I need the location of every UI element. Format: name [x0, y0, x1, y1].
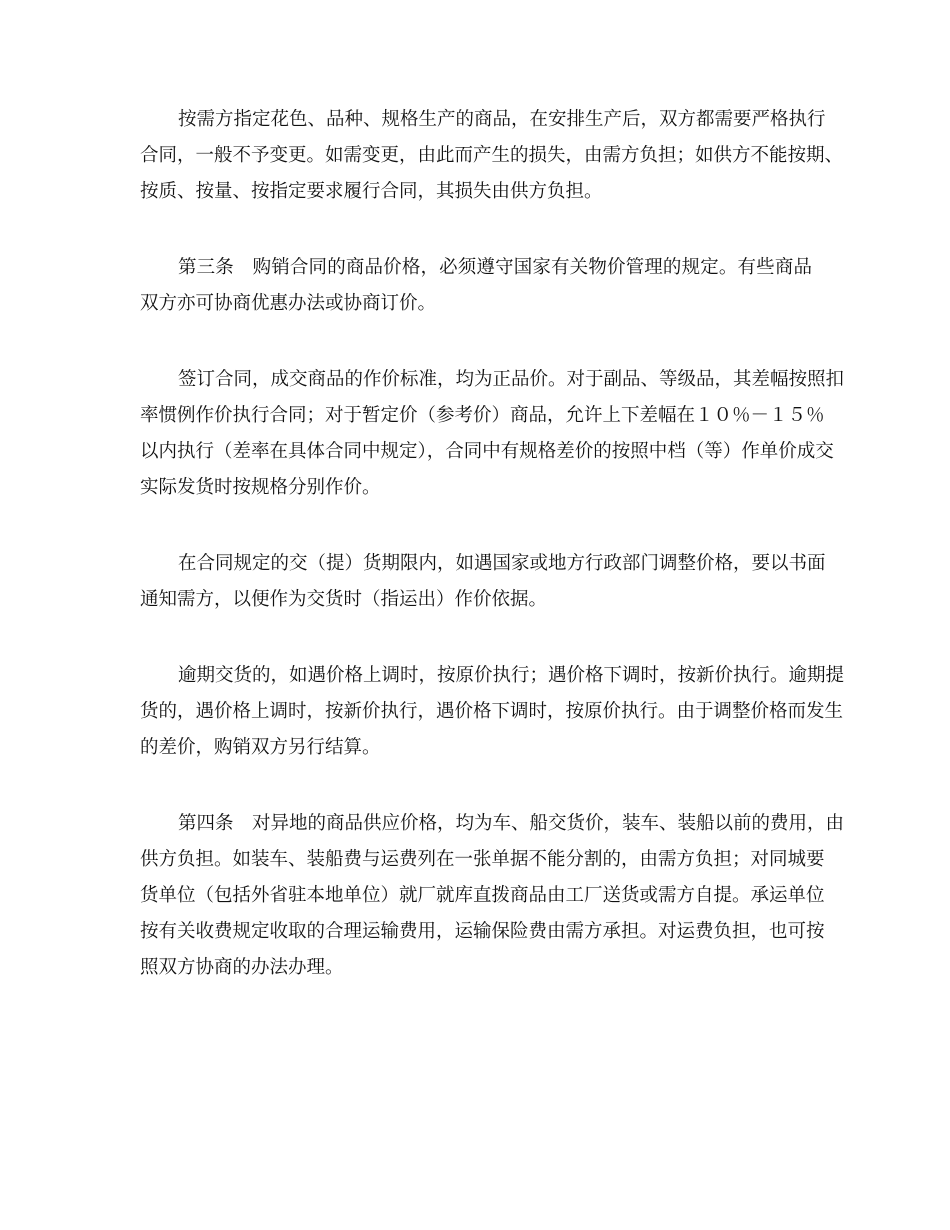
paragraph: [140, 362, 845, 506]
paragraph: [140, 250, 812, 322]
text-line: 按需方指定花色、品种、规格生产的商品，在安排生产后，双方都需要严格执行: [178, 109, 826, 130]
text-line: 双方亦可协商优惠办法或协商订价。: [140, 293, 437, 314]
text-line: 合同，一般不予变更。如需变更，由此而产生的损失，由需方负担；如供方不能按期、: [140, 145, 844, 166]
text-line: 货单位（包括外省驻本地单位）就厂就库直拨商品由工厂送货或需方自提。承运单位: [140, 885, 825, 906]
text-line: 在合同规定的交（提）货期限内，如遇国家或地方行政部门调整价格，要以书面: [178, 553, 826, 574]
text-line: 供方负担。如装车、装船费与运费列在一张单据不能分割的，由需方负担；对同城要: [140, 849, 825, 870]
text-line: 逾期交货的，如遇价格上调时，按原价执行；遇价格下调时，按新价执行。逾期提: [178, 665, 845, 686]
text-line: 按有关收费规定收取的合理运输费用，运输保险费由需方承担。对运费负担，也可按: [140, 921, 825, 942]
text-line: 按质、按量、按指定要求履行合同，其损失由供方负担。: [140, 181, 603, 202]
text-line: 第三条 购销合同的商品价格，必须遵守国家有关物价管理的规定。有些商品: [178, 257, 812, 278]
paragraph: [140, 658, 845, 766]
text-line: 率惯例作价执行合同；对于暂定价（参考价）商品，允许上下差幅在１０％－１５％: [140, 405, 825, 426]
text-line: 第四条 对异地的商品供应价格，均为车、船交货价，装车、装船以前的费用，由: [178, 813, 845, 834]
text-line: 实际发货时按规格分别作价。: [140, 477, 381, 498]
paragraph: [140, 102, 844, 210]
text-line: 签订合同，成交商品的作价标准，均为正品价。对于副品、等级品，其差幅按照扣: [178, 369, 845, 390]
text-line: 货的，遇价格上调时，按新价执行，遇价格下调时，按原价执行。由于调整价格而发生: [140, 701, 844, 722]
text-line: 的差价，购销双方另行结算。: [140, 737, 381, 758]
text-line: 照双方协商的办法办理。: [140, 957, 344, 978]
text-line: 通知需方，以便作为交货时（指运出）作价依据。: [140, 589, 548, 610]
paragraph: [140, 806, 845, 986]
document-page: [140, 102, 845, 1026]
text-line: 以内执行（差率在具体合同中规定），合同中有规格差价的按照中档（等）作单价成交: [140, 441, 834, 462]
paragraph: [140, 546, 826, 618]
